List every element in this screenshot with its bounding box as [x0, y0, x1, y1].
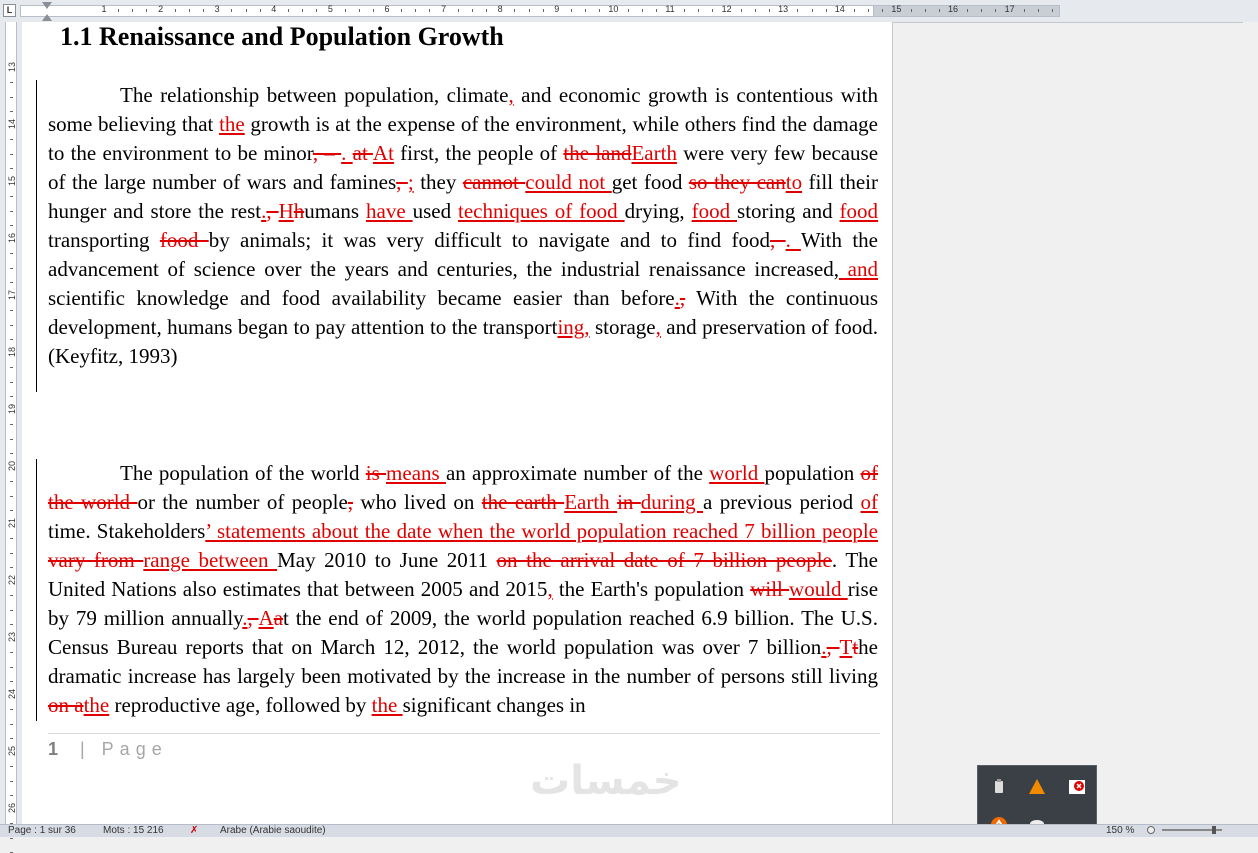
tracked-insertion: could not	[525, 170, 612, 194]
ruler-tick	[684, 9, 685, 12]
status-bar	[0, 824, 1258, 837]
tracked-deletion: ,	[826, 635, 840, 659]
ruler-tick	[10, 253, 13, 254]
text-run: With the advancement of science over the years and centuries, the industrial renaissance increased,	[48, 228, 878, 281]
ruler-number: 15	[891, 4, 902, 14]
ruler-tick	[10, 396, 13, 397]
zoom-level[interactable]: 150 %	[1106, 825, 1135, 836]
network-error-icon[interactable]	[1068, 778, 1086, 796]
text-run: first, the people of	[393, 141, 564, 165]
ruler-tick	[302, 9, 303, 12]
ruler-number: 14	[7, 119, 17, 130]
tracked-insertion: the	[83, 693, 110, 717]
tracked-insertion: world	[709, 461, 765, 485]
tracked-deletion: , –	[312, 141, 342, 165]
text-run: significant changes in	[402, 693, 586, 717]
ruler-tick	[203, 9, 204, 12]
ruler-tick	[10, 624, 13, 625]
text-run: With the continuous development, humans began to pay attention to the transport	[48, 286, 878, 339]
ruler-tick	[189, 9, 190, 12]
ruler-tick	[10, 496, 13, 497]
ruler-tick	[10, 595, 13, 596]
ruler-tick	[10, 838, 13, 839]
ruler-tick	[10, 453, 13, 454]
tracked-insertion: .	[674, 286, 680, 310]
ruler-tick	[981, 9, 982, 12]
text-run: get food	[611, 170, 689, 194]
tracked-deletion: so they can	[688, 170, 786, 194]
ruler-tick	[10, 781, 13, 782]
text-run: t the end of 2009, the world population reached 6.9 billion. The U.S. Census Bureau reports that on March 12, 2012, the world population was over 7 billion	[48, 606, 878, 659]
ruler-tick	[10, 652, 13, 653]
ruler-number: 23	[7, 632, 17, 643]
tracked-deletion: cannot	[462, 170, 526, 194]
document-page[interactable]	[22, 22, 893, 824]
ruler-tick	[995, 9, 996, 12]
tracked-insertion: ,	[655, 315, 661, 339]
ruler-tick	[10, 154, 13, 155]
text-run: and preservation of food. (Keyfitz, 1993)	[48, 315, 878, 368]
ruler-tick	[118, 9, 119, 12]
ruler-tick	[10, 168, 13, 169]
ruler-tick	[345, 9, 346, 12]
change-bar	[36, 459, 37, 721]
ruler-tick	[132, 9, 133, 12]
text-run: growth is at the expense of the environment, while others find the damage to the environment to be minor	[48, 112, 878, 165]
tracked-deletion: will	[750, 577, 790, 601]
tracked-deletion: vary from	[48, 548, 144, 572]
ruler-number: 4	[271, 4, 277, 14]
tracked-insertion: and	[838, 257, 878, 281]
ruler-tick	[925, 9, 926, 12]
tracked-deletion: ,	[679, 286, 686, 310]
paragraph-renaissance[interactable]	[48, 81, 878, 371]
tracked-deletion: t	[852, 635, 859, 659]
tracked-deletion: the earth	[481, 490, 565, 514]
text-run: The population of the world	[120, 461, 366, 485]
ruler-tick	[373, 9, 374, 12]
ruler-number: 7	[441, 4, 447, 14]
text-run: population	[764, 461, 861, 485]
tracked-insertion: the	[371, 693, 403, 717]
paragraph-population[interactable]	[48, 459, 878, 720]
text-run: by animals; it was very difficult to navigate and to find food	[208, 228, 771, 252]
tracked-deletion: food	[159, 228, 209, 252]
ruler-tick	[10, 111, 13, 112]
proofing-error-icon[interactable]: ✗	[190, 825, 199, 836]
zoom-out-button[interactable]	[1147, 826, 1155, 834]
text-run: The relationship between population, climate	[120, 83, 509, 107]
ruler-tick	[10, 510, 13, 511]
ruler-tick	[231, 9, 232, 12]
hanging-indent-marker[interactable]	[42, 14, 52, 21]
text-run: fill their hunger and store the rest	[48, 170, 879, 223]
ruler-tick	[10, 553, 13, 554]
tracked-deletion: at	[352, 141, 373, 165]
text-run: or the number of people	[137, 490, 348, 514]
tracked-deletion: is	[365, 461, 387, 485]
tracked-insertion: range between	[143, 548, 278, 572]
tracked-insertion: Earth	[564, 490, 618, 514]
ruler-tick	[741, 9, 742, 12]
ruler-number: 16	[947, 4, 959, 14]
text-run: drying,	[624, 199, 692, 223]
ruler-tick	[486, 9, 487, 12]
ruler-tick	[755, 9, 756, 12]
ruler-tick	[10, 439, 13, 440]
ruler-tick	[10, 667, 13, 668]
ruler-tick	[797, 9, 798, 12]
ruler-number: 20	[7, 461, 17, 472]
tracked-deletion: ,	[347, 490, 354, 514]
ruler-tick	[10, 766, 13, 767]
ruler-tick	[698, 9, 699, 12]
vertical-scrollbar[interactable]	[1243, 22, 1258, 824]
tracked-insertion: At	[372, 141, 394, 165]
ruler-number: 24	[7, 689, 17, 700]
ruler-tick	[10, 709, 13, 710]
text-run: storage	[589, 315, 656, 339]
tracked-insertion: .	[261, 199, 267, 223]
ruler-tick	[10, 196, 13, 197]
ruler-tick	[316, 9, 317, 12]
ruler-number: 16	[7, 233, 17, 244]
ruler-tick	[10, 225, 13, 226]
ruler-number: 12	[721, 4, 732, 14]
tracked-insertion: T	[839, 635, 853, 659]
ruler-number: 13	[778, 4, 789, 14]
ruler-number: 25	[7, 746, 17, 757]
tab-selector[interactable]: L	[3, 4, 16, 17]
warning-triangle-icon[interactable]	[1028, 778, 1046, 796]
ruler-tick	[175, 9, 176, 12]
tracked-insertion: means	[386, 461, 446, 485]
ruler-tick	[10, 339, 13, 340]
first-line-indent-marker[interactable]	[42, 2, 52, 9]
ruler-tick	[359, 9, 360, 12]
ruler-number: 3	[214, 4, 220, 14]
ruler-tick	[599, 9, 600, 12]
ruler-number: 11	[665, 4, 675, 14]
tracked-deletion: of the world	[48, 461, 878, 514]
text-run: rise by 79 million annually	[48, 577, 879, 630]
ruler-tick	[10, 310, 13, 311]
tracked-insertion: .	[785, 228, 801, 252]
ruler-number: 21	[7, 518, 17, 529]
ruler-tick	[514, 9, 515, 12]
ruler-tick	[882, 9, 883, 12]
ruler-tick	[10, 538, 13, 539]
tracked-insertion: ’ statements about the date when the world population reached 7 billion people	[205, 519, 878, 543]
ruler-tick	[10, 325, 13, 326]
ruler-number: 18	[7, 347, 17, 358]
ruler-tick	[10, 268, 13, 269]
paragraph-text	[48, 83, 878, 368]
ruler-tick	[769, 9, 770, 12]
ruler-tick	[10, 211, 13, 212]
ruler-tick	[10, 567, 13, 568]
tracked-deletion: ,	[266, 199, 279, 223]
watermark-logo: خمسات	[530, 758, 682, 804]
page-number: 1	[48, 739, 59, 759]
ruler-tick	[401, 9, 402, 12]
ruler-tick	[1052, 9, 1053, 12]
text-run: transporting	[48, 228, 160, 252]
tracked-insertion: ;	[407, 170, 414, 194]
ruler-tick	[10, 367, 13, 368]
ruler-tick	[10, 724, 13, 725]
ruler-tick	[911, 9, 912, 12]
ruler-number: 9	[554, 4, 560, 14]
usb-drive-icon[interactable]	[990, 778, 1008, 796]
ruler-tick	[458, 9, 459, 12]
ruler-tick	[10, 97, 13, 98]
ruler-tick	[868, 9, 869, 12]
tracked-deletion: in	[617, 490, 641, 514]
change-bar	[36, 80, 37, 392]
tracked-insertion: Earth	[631, 141, 677, 165]
ruler-tick	[529, 9, 530, 12]
ruler-tick	[585, 9, 586, 12]
tracked-insertion: food	[839, 199, 879, 223]
page-count[interactable]: Page : 1 sur 36	[8, 825, 76, 836]
ruler-number: 6	[384, 4, 390, 14]
ruler-number: 14	[834, 4, 845, 14]
tracked-deletion: ,	[396, 170, 408, 194]
page-label: | Page	[80, 739, 168, 759]
tracked-insertion: ing,	[557, 315, 590, 339]
ruler-number: 8	[497, 4, 503, 14]
ruler-number: 15	[7, 176, 17, 187]
text-run: were very few because of the large number of wars and famines	[48, 141, 879, 194]
text-run: an approximate number of the	[445, 461, 710, 485]
zoom-slider-thumb[interactable]	[1212, 826, 1216, 834]
ruler-tick	[656, 9, 657, 12]
horizontal-ruler[interactable]	[0, 0, 1258, 23]
tracked-deletion: ,	[770, 228, 786, 252]
ruler-tick	[967, 9, 968, 12]
ruler-tick	[10, 139, 13, 140]
ruler-number: 26	[7, 803, 17, 814]
tracked-insertion: have	[366, 199, 413, 223]
tracked-deletion: the land	[563, 141, 632, 165]
ruler-tick	[854, 9, 855, 12]
ruler-tick	[543, 9, 544, 12]
ruler-tick	[288, 9, 289, 12]
vertical-ruler[interactable]	[0, 22, 23, 824]
tracked-insertion: .	[242, 606, 248, 630]
ruler-tick	[10, 610, 13, 611]
tracked-insertion: .	[341, 141, 353, 165]
ruler-tick	[260, 9, 261, 12]
tracked-insertion: to	[785, 170, 803, 194]
text-run: May 2010 to June 2011	[277, 548, 497, 572]
tracked-deletion: on the arrival date of 7 billion people	[496, 548, 832, 572]
tracked-deletion: on a	[48, 693, 84, 717]
ruler-tick	[10, 481, 13, 482]
tracked-insertion: the	[219, 112, 245, 136]
ruler-number: 22	[7, 575, 17, 586]
ruler-tick	[429, 9, 430, 12]
text-run: . The United Nations also estimates that between 2005 and 2015	[48, 548, 878, 601]
ruler-tick	[10, 738, 13, 739]
ruler-tick	[10, 282, 13, 283]
tracked-deletion: ,	[247, 606, 259, 630]
text-run: who lived on	[353, 490, 482, 514]
text-run: a previous period	[703, 490, 861, 514]
text-run: storing and	[737, 199, 840, 223]
text-run: the Earth's population	[552, 577, 751, 601]
ruler-tick	[246, 9, 247, 12]
tracked-insertion: would	[789, 577, 848, 601]
tracked-deletion: a	[273, 606, 284, 630]
tracked-insertion: ,	[547, 577, 553, 601]
ruler-tick	[10, 382, 13, 383]
tracked-insertion: of	[860, 490, 879, 514]
ruler-tick	[10, 82, 13, 83]
language-indicator[interactable]: Arabe (Arabie saoudite)	[220, 825, 326, 836]
tracked-insertion: A	[258, 606, 274, 630]
text-run: used	[412, 199, 459, 223]
ruler-number: 1	[101, 4, 107, 14]
tracked-insertion: food	[691, 199, 738, 223]
ruler-tick	[10, 424, 13, 425]
ruler-tick	[146, 9, 147, 12]
tracked-deletion: h	[293, 199, 305, 223]
ruler-tick	[628, 9, 629, 12]
ruler-tick	[571, 9, 572, 12]
ruler-tick	[812, 9, 813, 12]
section-heading: 1.1 Renaissance and Population Growth	[60, 22, 504, 51]
ruler-number: 5	[327, 4, 333, 14]
footer-divider	[48, 733, 880, 734]
ruler-tick	[1024, 9, 1025, 12]
ruler-tick	[939, 9, 940, 12]
text-run: they	[413, 170, 463, 194]
text-run: umans	[304, 199, 367, 223]
vertical-ruler-track[interactable]	[5, 22, 17, 824]
ruler-tick	[10, 795, 13, 796]
ruler-number: 17	[1004, 4, 1015, 14]
ruler-number: 13	[7, 62, 17, 73]
word-count[interactable]: Mots : 15 216	[103, 825, 164, 836]
ruler-number: 19	[7, 404, 17, 415]
ruler-tick	[415, 9, 416, 12]
paragraph-text	[48, 461, 878, 717]
tracked-insertion: during	[640, 490, 704, 514]
tracked-insertion: techniques of food	[458, 199, 625, 223]
ruler-tick	[1038, 9, 1039, 12]
ruler-tick	[826, 9, 827, 12]
ruler-tick	[10, 681, 13, 682]
tracked-insertion: ,	[508, 83, 514, 107]
tracked-insertion: H	[278, 199, 294, 223]
ruler-tick	[642, 9, 643, 12]
text-run: scientific knowledge and food availability became easier than before	[48, 286, 675, 310]
text-run: he dramatic increase has largely been motivated by the increase in the number of persons still living	[48, 635, 878, 688]
text-run: reproductive age, followed by	[109, 693, 372, 717]
ruler-number: 17	[7, 290, 17, 301]
ruler-number: 2	[158, 4, 164, 14]
ruler-tick	[472, 9, 473, 12]
ruler-tick	[712, 9, 713, 12]
text-run: and economic growth is contentious with some believing that	[48, 83, 878, 136]
text-run: time. Stakeholders	[48, 519, 206, 543]
ruler-number: 10	[608, 4, 619, 14]
tracked-insertion: .	[821, 635, 827, 659]
